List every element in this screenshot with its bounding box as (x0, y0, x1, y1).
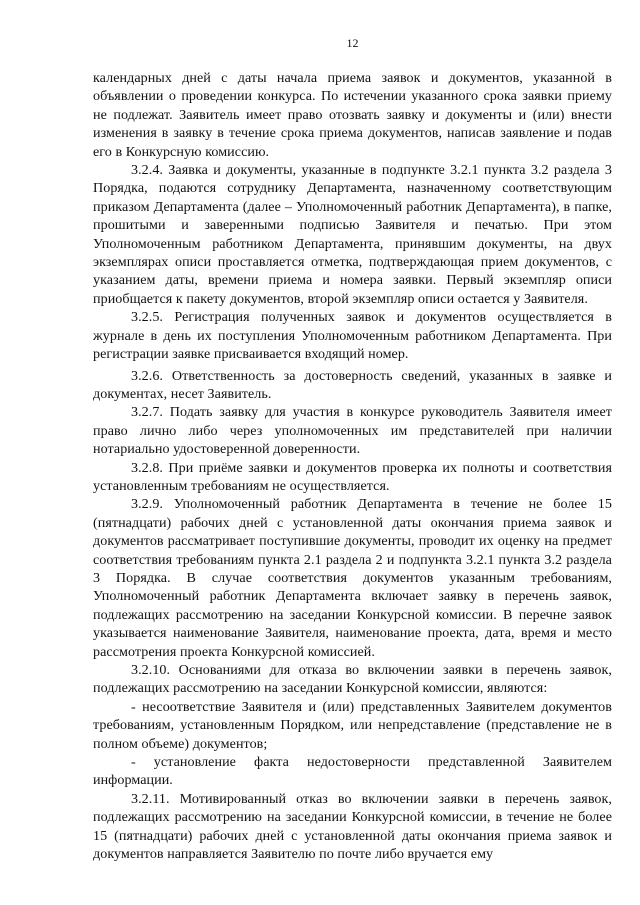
paragraph-3-2-4: 3.2.4. Заявка и документы, указанные в подпункте 3.2.1 пункта 3.2 раздела 3 Порядка, подаются сотруднику Департамента, назначенному соответствующим приказом Департамента (далее – Уполномоченный работник Департамента), в папке, прошитыми и заверенными подписью Заявителя и печатью. При этом Уполномоченным работником Департамента, принявшим документы, на двух экземплярах описи проставляется отметка, подтверждающая прием документов, с указанием даты, времени приема и номера заявки. Первый экземпляр описи приобщается к пакету документов, второй экземпляр описи остается у Заявителя. (93, 162, 612, 307)
paragraph-3-2-5: 3.2.5. Регистрация полученных заявок и документов осуществляется в журнале в день их поступления Уполномоченным работником Департамента. При регистрации заявке присваивается входящий номер. (93, 309, 612, 363)
paragraph-continuation: календарных дней с даты начала приема заявок и документов, указанной в объявлении о проведении конкурса. По истечении указанного срока заявки приему не подлежат. Заявитель имеет право отозвать заявку и документы и (или) внести изменения в заявку в течение срока приема документов, написав заявление и подав его в Конкурсную комиссию. (93, 70, 612, 160)
document-body (93, 69, 612, 863)
bullet-item-nonconformity: - несоответствие Заявителя и (или) представленных Заявителем документов требованиям, установленным Порядком, или непредставление (представление не в полном объеме) документов; (93, 698, 612, 752)
paragraph-3-2-10: 3.2.10. Основаниями для отказа во включении заявки в перечень заявок, подлежащих рассмотрению на заседании Конкурсной комиссии, являются: (93, 662, 612, 697)
paragraph-3-2-7: 3.2.7. Подать заявку для участия в конкурсе руководитель Заявителя имеет право лично либо через уполномоченных им представителей при наличии нотариально удостоверенной доверенности. (93, 404, 612, 458)
paragraph-3-2-8: 3.2.8. При приёме заявки и документов проверка их полноты и соответствия установленным требованиям не осуществляется. (93, 459, 612, 494)
page-number: 12 (346, 36, 359, 50)
bullet-item-inaccuracy: - установление факта недостоверности представленной Заявителем информации. (93, 754, 612, 789)
paragraph-3-2-9: 3.2.9. Уполномоченный работник Департамента в течение не более 15 (пятнадцати) рабочих дней с установленной даты окончания приема заявок и документов рассматривает поступившие документы, проводит их оценку на предмет соответствия требованиям пункта 2.1 раздела 2 и подпункта 3.2.1 пункта 3.2 раздела 3 Порядка. В случае соответствия документов указанным требованиям, Уполномоченный работник Департамента включает заявку в перечень заявок, подлежащих рассмотрению на заседании Конкурсной комиссии. В перечне заявок указывается наименование Заявителя, наименование проекта, дата, время и место рассмотрения проекта Конкурсной комиссией. (93, 496, 612, 660)
paragraph-3-2-11: 3.2.11. Мотивированный отказ во включении заявки в перечень заявок, подлежащих рассмотрению на заседании Конкурсной комиссии, в течение не более 15 (пятнадцати) рабочих дней с установленной даты окончания приема заявок и документов направляется Заявителю по почте либо вручается ему (93, 790, 612, 863)
paragraph-3-2-6: 3.2.6. Ответственность за достоверность сведений, указанных в заявке и документах, несет Заявитель. (93, 367, 612, 402)
